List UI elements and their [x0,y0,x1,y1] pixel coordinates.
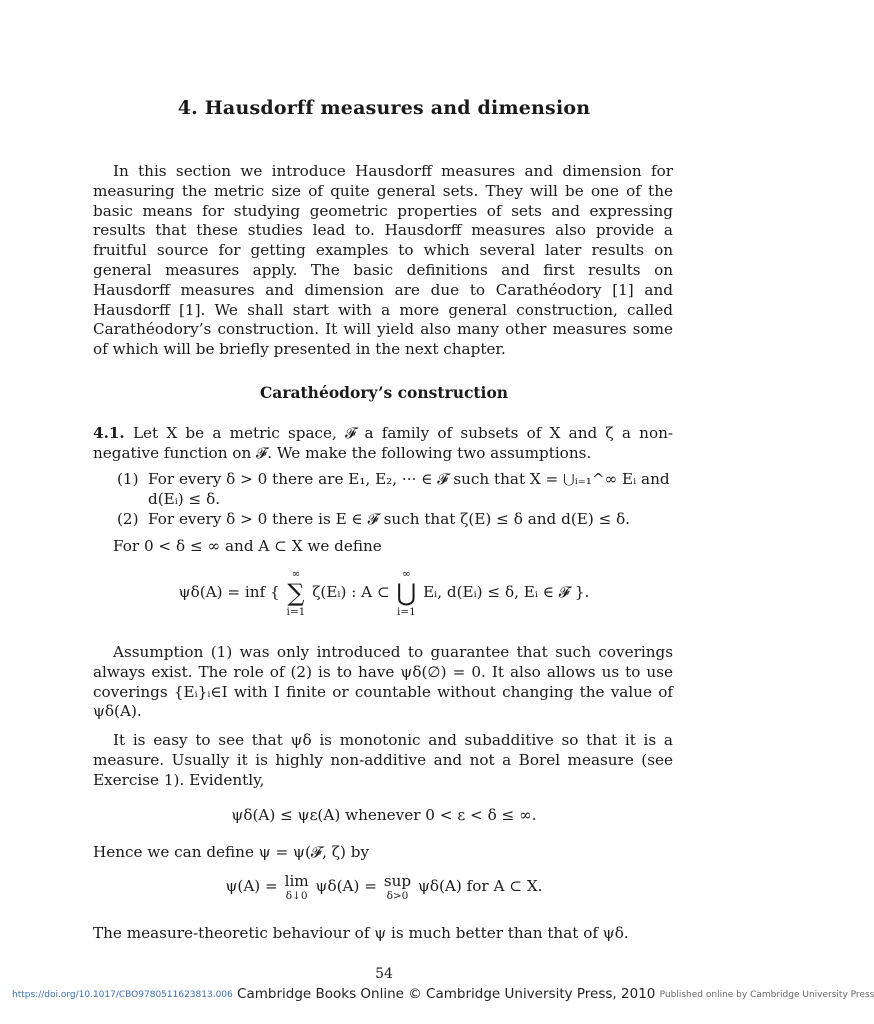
monotonic-paragraph: It is easy to see that ψδ is monotonic and subadditive so that it is a measure. Usually it is highly non-additive and not a Borel measure (see Exercise 1). Evidently, [93,731,673,789]
assumption-text: For every δ > 0 there are E₁, E₂, ··· ∈ 𝓕 such that X = ⋃ᵢ₌₁^∞ Eᵢ and d(Eᵢ) ≤ δ. [148,470,670,508]
define-line: For 0 < δ ≤ ∞ and A ⊂ X we define [113,537,382,555]
definition-label: 4.1. [93,424,125,442]
assumption-item-1 [93,470,673,510]
limit-operator: lim δ↓0 [284,872,309,902]
hence-line: Hence we can define ψ = ψ(𝓕, ζ) by [93,843,370,861]
assumption-paragraph: Assumption (1) was only introduced to guarantee that such coverings always exist. The role of (2) is to have ψδ(∅) = 0. It also allows us to use coverings {Eᵢ}ᵢ∈I with I finite or countable without changing the value of ψδ(A). [93,643,673,721]
assumption-number: (2) [117,509,139,528]
formula-rhs: Eᵢ, d(Eᵢ) ≤ δ, Eᵢ ∈ 𝓕 }. [423,583,590,601]
formula-psi-delta [0,568,768,618]
formula-middle: ζ(Eᵢ) : A ⊂ [312,583,390,601]
formula-inequality: ψδ(A) ≤ ψε(A) whenever 0 < ε < δ ≤ ∞. [231,806,537,824]
section-heading: Carathéodory’s construction [259,383,509,402]
final-line: The measure-theoretic behaviour of ψ is much better than that of ψδ. [93,924,629,942]
sup-operator: sup δ>0 [383,872,412,902]
formula-mid: ψδ(A) = [315,877,377,895]
union-operator: ∞ ⋃ i=1 [396,568,417,618]
chapter-title: 4. Hausdorff measures and dimension [177,97,591,119]
definition-text: Let X be a metric space, 𝓕 a family of subsets of X and ζ a non-negative function on 𝓕. We make the following two assumptions. [93,424,674,462]
published-online-notice: Published online by Cambridge University Press [659,990,874,1000]
formula-lhs: ψδ(A) = inf { [178,583,280,601]
formula-lhs: ψ(A) = [225,877,278,895]
doi-link[interactable]: https://doi.org/10.1017/CBO9780511623813.006 [12,990,233,1000]
assumption-number: (1) [117,470,139,488]
assumption-text: For every δ > 0 there is E ∈ 𝓕 such that ζ(E) ≤ δ and d(E) ≤ δ. [148,509,631,528]
intro-paragraph: In this section we introduce Hausdorff measures and dimension for measuring the metric size of quite general sets. They will be one of the basic means for studying geometric properties of sets and expressing results that these studies lead to. Hausdorff measures also provide a fruitful source for getting examples to which several later results on general measures apply. The basic definitions and first results on Hausdorff measures and dimension are due to Carathéodory [1] and Hausdorff [1]. We shall start with a more general construction, called Carathéodory’s construction. It will yield also many other measures some of which will be briefly presented in the next chapter. [93,162,673,359]
formula-rhs: ψδ(A) for A ⊂ X. [417,877,543,895]
assumption-item-2 [93,510,673,530]
books-online-notice: Cambridge Books Online © Cambridge University Press, 2010 [237,986,656,1002]
assumption-list [93,470,673,529]
sum-operator: ∞ ∑ i=1 [286,568,306,618]
definition-paragraph [93,424,673,464]
citation-footer [12,986,874,1002]
page-number: 54 [375,966,393,982]
formula-psi-limit [0,872,768,902]
